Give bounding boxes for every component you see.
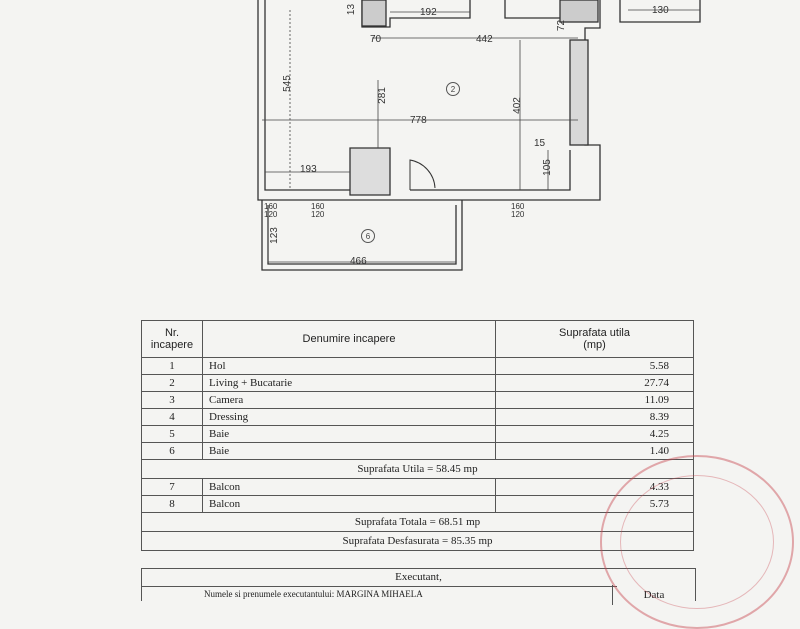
cell-area: 8.39 bbox=[496, 409, 694, 426]
table-row bbox=[142, 409, 694, 426]
table-row bbox=[142, 375, 694, 392]
table-row bbox=[142, 443, 694, 460]
cell-nr: 2 bbox=[142, 375, 203, 392]
room-marker-living: 2 bbox=[446, 82, 460, 96]
dim-15: 15 bbox=[534, 138, 546, 149]
floor-plan bbox=[0, 0, 800, 300]
executor-names: Numele si prenumele executantului: MARGINA MIHAELA bbox=[204, 589, 423, 599]
dim-545: 545 bbox=[281, 75, 293, 92]
room-marker-balcony: 6 bbox=[361, 229, 375, 243]
stamp-icon bbox=[600, 455, 794, 629]
dim-160-b: 160 bbox=[264, 202, 278, 211]
table-header bbox=[142, 321, 694, 358]
dim-160-a: 160 bbox=[311, 202, 325, 211]
cell-name: Dressing bbox=[203, 409, 496, 426]
executor-divider bbox=[142, 586, 617, 587]
cell-area: 4.25 bbox=[496, 426, 694, 443]
cell-name: Hol bbox=[203, 358, 496, 375]
cell-nr: 1 bbox=[142, 358, 203, 375]
dim-123: 123 bbox=[268, 227, 280, 244]
cell-name: Baie bbox=[203, 426, 496, 443]
cell-nr: 4 bbox=[142, 409, 203, 426]
cell-name: Camera bbox=[203, 392, 496, 409]
total-area: Suprafata Totala = 68.51 mp bbox=[142, 513, 694, 532]
cell-area: 27.74 bbox=[496, 375, 694, 392]
dim-120-a: 120 bbox=[311, 210, 325, 219]
useful-total: Suprafata Utila = 58.45 mp bbox=[142, 460, 694, 479]
header-name: Denumire incapere bbox=[203, 321, 496, 358]
cell-area: 11.09 bbox=[496, 392, 694, 409]
dim-130: 130 bbox=[652, 5, 669, 16]
header-nr: Nr. incapere bbox=[142, 321, 203, 358]
table-row bbox=[142, 426, 694, 443]
dim-120-c: 120 bbox=[511, 210, 525, 219]
dim-105: 105 bbox=[541, 159, 553, 176]
dim-466: 466 bbox=[350, 256, 367, 267]
dim-281: 281 bbox=[376, 87, 388, 104]
dim-13: 13 bbox=[346, 3, 358, 16]
cell-nr: 5 bbox=[142, 426, 203, 443]
table-row bbox=[142, 358, 694, 375]
cell-name: Balcon bbox=[203, 479, 496, 496]
cell-name: Living + Bucatarie bbox=[203, 375, 496, 392]
dim-193: 193 bbox=[300, 164, 317, 175]
cell-area: 5.58 bbox=[496, 358, 694, 375]
cell-name: Balcon bbox=[203, 496, 496, 513]
cell-name: Baie bbox=[203, 443, 496, 460]
dim-402: 402 bbox=[511, 97, 523, 114]
dim-70: 70 bbox=[370, 34, 382, 45]
header-area: Suprafata utila (mp) bbox=[496, 321, 694, 358]
cell-area: 1.40 bbox=[496, 443, 694, 460]
executor-date: Data bbox=[612, 585, 695, 605]
cell-nr: 8 bbox=[142, 496, 203, 513]
cell-nr: 6 bbox=[142, 443, 203, 460]
dim-120-b: 120 bbox=[264, 210, 278, 219]
useful-total-row bbox=[142, 460, 694, 479]
cell-area: 4.33 bbox=[496, 479, 694, 496]
dim-160-c: 160 bbox=[511, 202, 525, 211]
cell-nr: 3 bbox=[142, 392, 203, 409]
table-row bbox=[142, 479, 694, 496]
built-area: Suprafata Desfasurata = 85.35 mp bbox=[142, 532, 694, 551]
dim-192: 192 bbox=[420, 7, 437, 18]
dim-442: 442 bbox=[476, 34, 493, 45]
table-row bbox=[142, 392, 694, 409]
cell-nr: 7 bbox=[142, 479, 203, 496]
dim-72: 72 bbox=[556, 19, 568, 32]
executor-title: Executant, bbox=[395, 571, 442, 583]
dim-778: 778 bbox=[410, 115, 427, 126]
floor-plan-drawing bbox=[0, 0, 800, 300]
cell-area: 5.73 bbox=[496, 496, 694, 513]
